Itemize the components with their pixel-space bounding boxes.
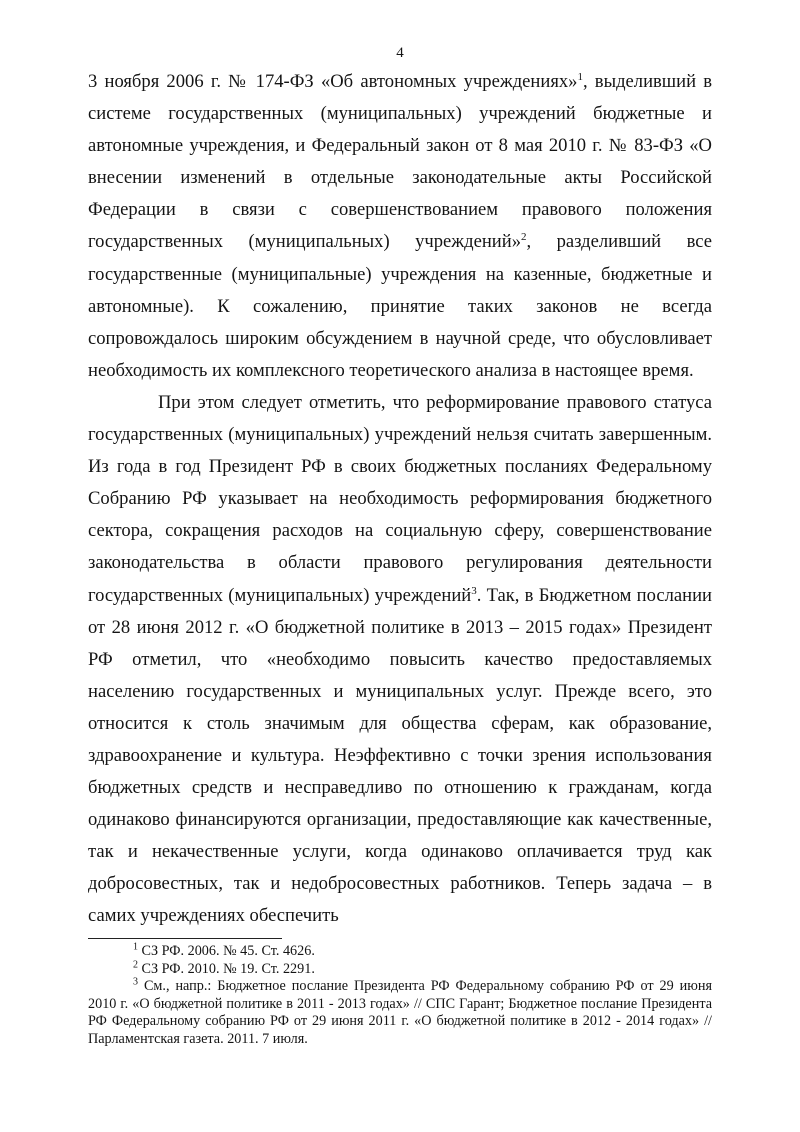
footnote-text: СЗ РФ. 2006. № 45. Ст. 4626. — [138, 943, 315, 959]
footnote-separator — [88, 938, 282, 939]
paragraph-law-references — [88, 66, 712, 387]
footnote-3 — [88, 978, 712, 1048]
footnote-marker: 2 — [133, 958, 138, 970]
body-text — [88, 66, 712, 933]
footnote-ref-3[interactable]: 3 — [471, 584, 477, 597]
paragraph-text: При этом следует отметить, что реформирование правового статуса государственных (муниципальных) учреждений нельзя считать завершенным. Из года в год Президент РФ в своих бюджетных посланиях Федеральному Собранию РФ указывает на необходимость реформирования бюджетного сектора, сокращения расходов на социальную сферу, совершенствование законодательства в области правового регулирования деятельности государственных (муниципальных) учреждений — [88, 391, 712, 606]
footnote-text: СЗ РФ. 2010. № 19. Ст. 2291. — [138, 960, 315, 977]
page-number: 4 — [396, 45, 404, 61]
footnote-2 — [88, 958, 712, 979]
footnote-ref-1[interactable]: 1 — [577, 70, 583, 83]
paragraph-text: , разделивший все государственные (муниципальные) учреждения на казенные, бюджетные и автономные). К сожалению, принятие таких законов не всегда сопровождалось широким обсуждением в научной среде, что обусловливает необходимость их комплексного теоретического анализа в настоящее время. — [88, 231, 712, 381]
paragraph-text: , выделивший в системе государственных (муниципальных) учреждений бюджетные и автономные учреждения, и Федеральный закон от 8 мая 2010 г. № 83-ФЗ «О внесении изменений в отдельные законодательные акты Российской Федерации в связи с совершенствованием правового положения государственных (муниципальных) учреждений» — [88, 71, 712, 253]
footnote-ref-2[interactable]: 2 — [521, 231, 527, 244]
paragraph-text: . Так, в Бюджетном послании от 28 июня 2012 г. «О бюджетной политике в 2013 – 2015 годах» Президент РФ отметил, что «необходимо повысить качество предоставляемых населению государственных и муниципальных услуг. Прежде всего, это относится к столь значимым для общества сферам, как образование, здравоохранение и культура. Неэффективно с точки зрения использования бюджетных средств и несправедливо по отношению к гражданам, когда одинаково финансируются организации, предоставляющие как качественные, так и некачественные услуги, когда одинаково оплачивается труд как добросовестных, так и недобросовестных работников. Теперь задача – в самих учреждениях обеспечить — [88, 584, 712, 927]
footnote-marker: 1 — [133, 941, 138, 953]
footnote-marker: 3 — [133, 976, 138, 988]
footnotes — [88, 943, 712, 1049]
footnote-1 — [88, 943, 712, 961]
paragraph-text: 3 ноября 2006 г. № 174-ФЗ «Об автономных учреждениях» — [88, 71, 578, 92]
paragraph-reform-status — [88, 387, 712, 933]
footnote-text: См., напр.: Бюджетное послание Президента РФ Федеральному собранию РФ от 29 июня 2010 г. «О бюджетной политике в 2011 - 2013 годах» // СПС Гарант; Бюджетное послание Президента РФ Федеральному собранию РФ от 29 июня 2011 г. «О бюджетной политике в 2012 - 2014 годах» // Парламентская газета. 2011. 7 июля. — [88, 978, 712, 1047]
